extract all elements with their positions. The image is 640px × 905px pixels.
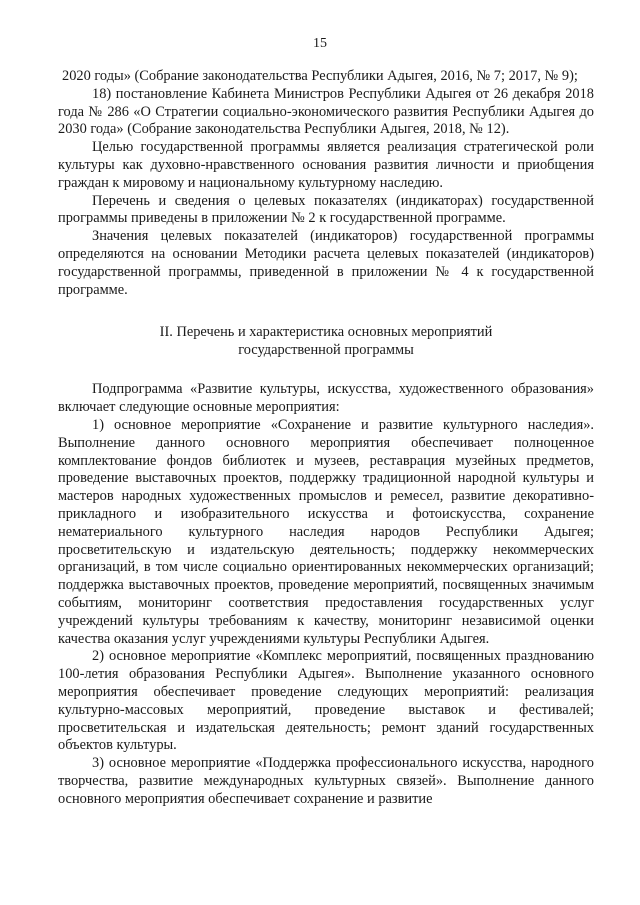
paragraph: 3) основное мероприятие «Поддержка профессионального искусства, народного творчества, развитие международных культурных связей». Выполнение данного основного мероприятия обеспечивает сохранение и развитие (58, 755, 594, 807)
paragraph: Целью государственной программы является реализация стратегической роли культуры как духовно-нравственного основания развития личности и приобщения граждан к мировому и национальному культурному наследию. (58, 139, 594, 191)
paragraph: 2020 годы» (Собрание законодательства Республики Адыгея, 2016, № 7; 2017, № 9); (62, 68, 578, 84)
section-heading-line-1: II. Перечень и характеристика основных мероприятий (159, 324, 493, 341)
section-heading (58, 323, 594, 359)
document-body (58, 68, 594, 808)
paragraphs-before (58, 68, 594, 299)
paragraph: Перечень и сведения о целевых показателях (индикаторах) государственной программы приведены в приложении № 2 к государственной программе. (58, 192, 594, 227)
paragraph: Подпрограмма «Развитие культуры, искусства, художественного образования» включает следующие основные мероприятия: (58, 381, 594, 416)
paragraph: 1) основное мероприятие «Сохранение и развитие культурного наследия». Выполнение данного основного мероприятия обеспечивает полноценное комплектование фондов библиотек и музеев, реставрация музейных предметов, проведение выставочных проектов, поддержку традиционной народной культуры и мастеров народных художественных промыслов и ремесел, развитие декоративно-прикладного и изобразительного искусства и фотоискусства, сохранение нематериального культурного наследия народов Республики Адыгея; просветительскую и издательскую деятельность; поддержку некоммерческих организаций, в том числе социально ориентированных некоммерческих организаций; поддержка выставочных проектов, проведение мероприятий, посвященных значимым событиям, мониторинг соответствия предоставления государственных услуг учреждений культуры требованиям к качеству, мониторинг независимой оценки качества оказания услуг учреждениями культуры Республики Адыгея. (58, 416, 594, 647)
paragraph: 2) основное мероприятие «Комплекс мероприятий, посвященных празднованию 100-летия образования Республики Адыгея». Выполнение указанного основного мероприятия обеспечивает проведение следующих мероприятий: реализация культурно-массовых мероприятий, проведение выставок и фестивалей; просветительская и издательская деятельность; ремонт зданий государственных объектов культуры. (58, 648, 594, 754)
paragraph: 18) постановление Кабинета Министров Республики Адыгея от 26 декабря 2018 года № 286 «О Стратегии социально-экономического развития Республики Адыгея до 2030 года» (Собрание законодательства Республики Адыгея, 2018, № 12). (58, 85, 594, 138)
paragraphs-after (58, 381, 594, 808)
paragraph: Значения целевых показателей (индикаторов) государственной программы определяются на основании Методики расчета целевых показателей (индикаторов) государственной программы, приведенной в приложении № 4 к государственной программе. (58, 228, 594, 298)
page-number: 15 (313, 36, 327, 51)
section-heading-line-2: государственной программы (238, 342, 414, 359)
